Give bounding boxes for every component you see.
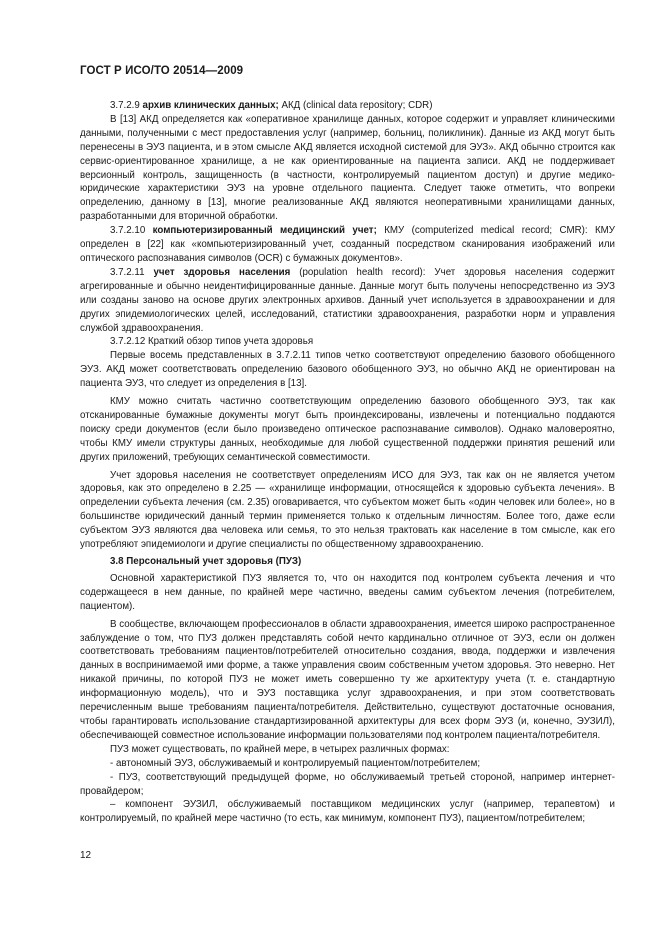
body-paragraph: В сообществе, включающем профессионалов в области здравоохранения, имеется широко распространенное заблуждение о том, что ПУЗ должен представлять собой нечто кардинально отличное от ЭУЗ, если он должен соответствовать требованиям пациентов/потребителей относительно создания, ввода, поддержки и извлечения данных в воспринимаемой ими форме, а также управления своим собственным учетом здоровья. Это неверно. Нет никакой причины, по которой ПУЗ не может иметь совершенно ту же архитектуру учета (т. е. стандартную информационную модель), что и ЭУЗ поставщика услуг здравоохранения, и при этом соответствовать перечисленным выше требованиям пациента/потребителя. Действительно, существуют достаточные основания, чтобы гарантировать использование стандартизированной архитектуры для всех форм ЭУЗ (и, конечно, ЭУЗИЛ), обеспечивающей совместное использование информации пользователями под контролем пациента/потребителя. [80,618,615,741]
list-item: - автономный ЭУЗ, обслуживаемый и контролируемый пациентом/потребителем; [110,757,481,769]
page-number: 12 [80,850,92,861]
defined-term: учет здоровья населения [153,266,291,278]
definition-paragraph [80,335,615,349]
list-item: – компонент ЭУЗИЛ, обслуживаемый поставщиком медицинских услуг (например, терапевтом) и контролируемый, по крайней мере частично (то есть, как минимум, компонент ПУЗ), пациентом/потребителем; [80,799,615,825]
definition-paragraph [80,266,615,336]
body-paragraph: КМУ можно считать частично соответствующим определению базового обобщенного ЭУЗ, так как отсканированные бумажные документы могут быть проиндексированы, извлечены и потенциально поддаются поиску среди документов (если было произведено оптическое распознавание символов). Однако маловероятно, чтобы КМУ имели структуры данных, необходимые для любой существенной поддержки принятия решений или других приложений, требующих семантической совместимости. [80,396,615,463]
body-paragraph: ПУЗ может существовать, по крайней мере, в четырех различных формах: [110,743,450,755]
definition-paragraph [80,224,615,266]
definition-text: АКД (clinical data repository; CDR) [278,100,433,111]
body-paragraph: Учет здоровья населения не соответствует определениям ИСО для ЭУЗ, так как он не является учетом здоровья, как это определено в 2.25 — «хранилище информации, относящейся к здоровью субъекта лечения». В определении субъекта лечения (см. 2.35) оговаривается, что субъектом может быть «один человек или более», но в большинстве юридический данный термин применяется только к отдельным личностям. Более того, даже если субъектом ЭУЗ являются два человека или семья, то это нельзя трактовать как население в том смысле, как его употребляют эпидемиологи и другие специалисты по общественному здравоохранению. [80,469,615,551]
clause-number: 3.7.2.10 [110,225,153,237]
page-header: ГОСТ Р ИСО/ТО 20514—2009 [80,65,244,77]
body-paragraph: Первые восемь представленных в 3.7.2.11 типов четко соответствуют определению базового обобщенного ЭУЗ. АКД может соответствовать определению базового обобщенного ЭУЗ, но обычно АКД не ориентирован на пациента ЭУЗ, что следует из определения в [13]. [80,350,615,390]
definition-text: (population health record): Учет здоровья населения содержит агрегированные и обычно неидентифицированные данные. Данные могут быть получены непосредственно из ЭУЗ или созданы заново на основе других электронных архивов. Данный учет используется в здравоохранении и для других эпидемиологических целей, исследований, статистики здравоохранения, разработки норм и управления службой здравоохранения. [80,266,615,334]
defined-term: архив клинических данных; [142,100,279,111]
clause-number: 3.7.2.11 [110,266,154,278]
clause-number: 3.7.2.12 [110,336,148,348]
definition-text: КМУ (computerized medical record; CMR): КМУ определен в [22] как «компьютеризированный учет, созданный посредством сканирования изображений или оптического распознавания символов (OCR) с бумажных документов». [80,225,616,264]
body-paragraph: В [13] АКД определяется как «оперативное хранилище данных, которое содержит и управляет клиническими данными, полученными с мест предоставления услуг (например, больниц, поликлиник). Данные из АКД могут быть перенесены в ЭУЗ пациента, и в этом смысле АКД является исходной системой для ЭУЗ». АКД обычно строится как сервис-ориентированное хранилище, а не как ориентированные на пациента записи. АКД не поддерживает версионный контроль, защищенность (в частности, контролируемый пациентом доступ) и другие медико-юридические характеристики ЭУЗ на уровне отдельного пациента. Следует также отметить, что вопреки определению, данному в [13], многие реализованные АКД являются неоперативными хранилищами данных, разработанными для вторичной обработки. [80,113,615,223]
body-paragraph: Основной характеристикой ПУЗ является то, что он находится под контролем субъекта лечения и что содержащееся в нем данные, по крайней мере частично, введены самим субъектом лечения (потребителем, пациентом). [80,572,615,612]
definition-paragraph [80,99,615,113]
list-item: - ПУЗ, соответствующий предыдущей форме, но обслуживаемый третьей стороной, например интернет-провайдером; [80,771,615,797]
defined-term: компьютеризированный медицинский учет; [152,225,377,237]
section-heading: 3.8 Персональный учет здоровья (ПУЗ) [110,556,302,567]
clause-number: 3.7.2.9 [110,100,143,111]
document-body [80,99,615,826]
definition-text: Краткий обзор типов учета здоровья [147,336,314,348]
